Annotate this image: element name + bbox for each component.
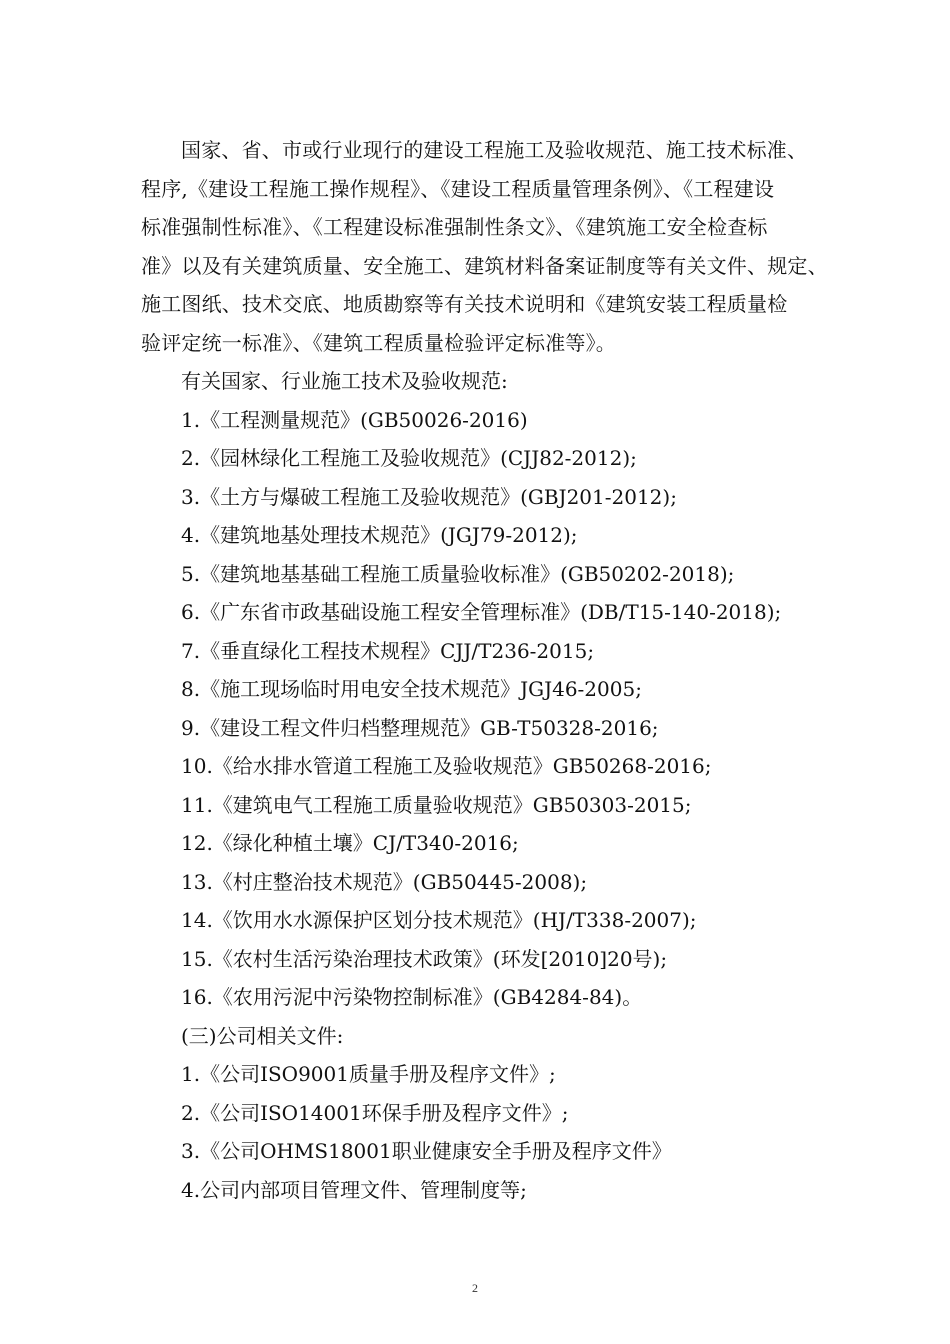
intro-line: 准》以及有关建筑质量、安全施工、建筑材料备案证制度等有关文件、规定、 xyxy=(141,253,828,278)
list-item: 7.《垂直绿化工程技术规程》CJJ/T236-2015; xyxy=(181,638,595,663)
intro-line: 程序,《建设工程施工操作规程》、《建设工程质量管理条例》、《工程建设 xyxy=(141,176,775,201)
page-content xyxy=(141,131,841,1209)
standards-list xyxy=(141,401,841,1017)
list-item: 3.《土方与爆破工程施工及验收规范》(GBJ201-2012); xyxy=(181,484,677,509)
list-item: 12.《绿化种植土壤》CJ/T340-2016; xyxy=(181,831,519,855)
list-item: 2.《公司ISO14001环保手册及程序文件》; xyxy=(181,1100,569,1125)
list-item: 14.《饮用水水源保护区划分技术规范》(HJ/T338-2007); xyxy=(181,908,697,932)
list-item: 4.公司内部项目管理文件、管理制度等; xyxy=(181,1177,527,1202)
intro-line: 验评定统一标准》、《建筑工程质量检验评定标准等》。 xyxy=(141,330,616,355)
list-item: 9.《建设工程文件归档整理规范》GB-T50328-2016; xyxy=(181,715,659,740)
list-item: 3.《公司OHMS18001职业健康安全手册及程序文件》 xyxy=(181,1139,672,1163)
intro-paragraph xyxy=(141,131,841,362)
list-item: 4.《建筑地基处理技术规范》(JGJ79-2012); xyxy=(181,523,578,547)
page-number: 2 xyxy=(472,1281,478,1295)
list-item: 13.《村庄整治技术规范》(GB50445-2008); xyxy=(181,869,588,894)
list-item: 10.《给水排水管道工程施工及验收规范》GB50268-2016; xyxy=(181,754,712,778)
list-item: 15.《农村生活污染治理技术政策》(环发[2010]20号); xyxy=(181,946,668,971)
company-docs-heading: (三)公司相关文件: xyxy=(181,1023,344,1048)
company-docs-list xyxy=(141,1055,841,1209)
list-item: 5.《建筑地基基础工程施工质量验收标准》(GB50202-2018); xyxy=(181,561,735,586)
list-item: 2.《园林绿化工程施工及验收规范》(CJJ82-2012); xyxy=(181,446,637,470)
list-item: 11.《建筑电气工程施工质量验收规范》GB50303-2015; xyxy=(181,792,692,817)
list-item: 1.《公司ISO9001质量手册及程序文件》; xyxy=(181,1062,556,1086)
list-item: 8.《施工现场临时用电安全技术规范》JGJ46-2005; xyxy=(181,677,642,701)
list-item: 6.《广东省市政基础设施工程安全管理标准》(DB/T15-140-2018); xyxy=(181,600,782,624)
list-item: 16.《农用污泥中污染物控制标准》(GB4284-84)。 xyxy=(181,985,643,1009)
intro-line: 施工图纸、技术交底、地质勘察等有关技术说明和《建筑安装工程质量检 xyxy=(141,292,788,316)
standards-heading: 有关国家、行业施工技术及验收规范: xyxy=(181,369,508,393)
list-item: 1.《工程测量规范》(GB50026-2016) xyxy=(181,407,528,432)
intro-line: 国家、省、市或行业现行的建设工程施工及验收规范、施工技术标准、 xyxy=(181,138,808,162)
intro-line: 标准强制性标准》、《工程建设标准强制性条文》、《建筑施工安全检查标 xyxy=(141,215,768,239)
